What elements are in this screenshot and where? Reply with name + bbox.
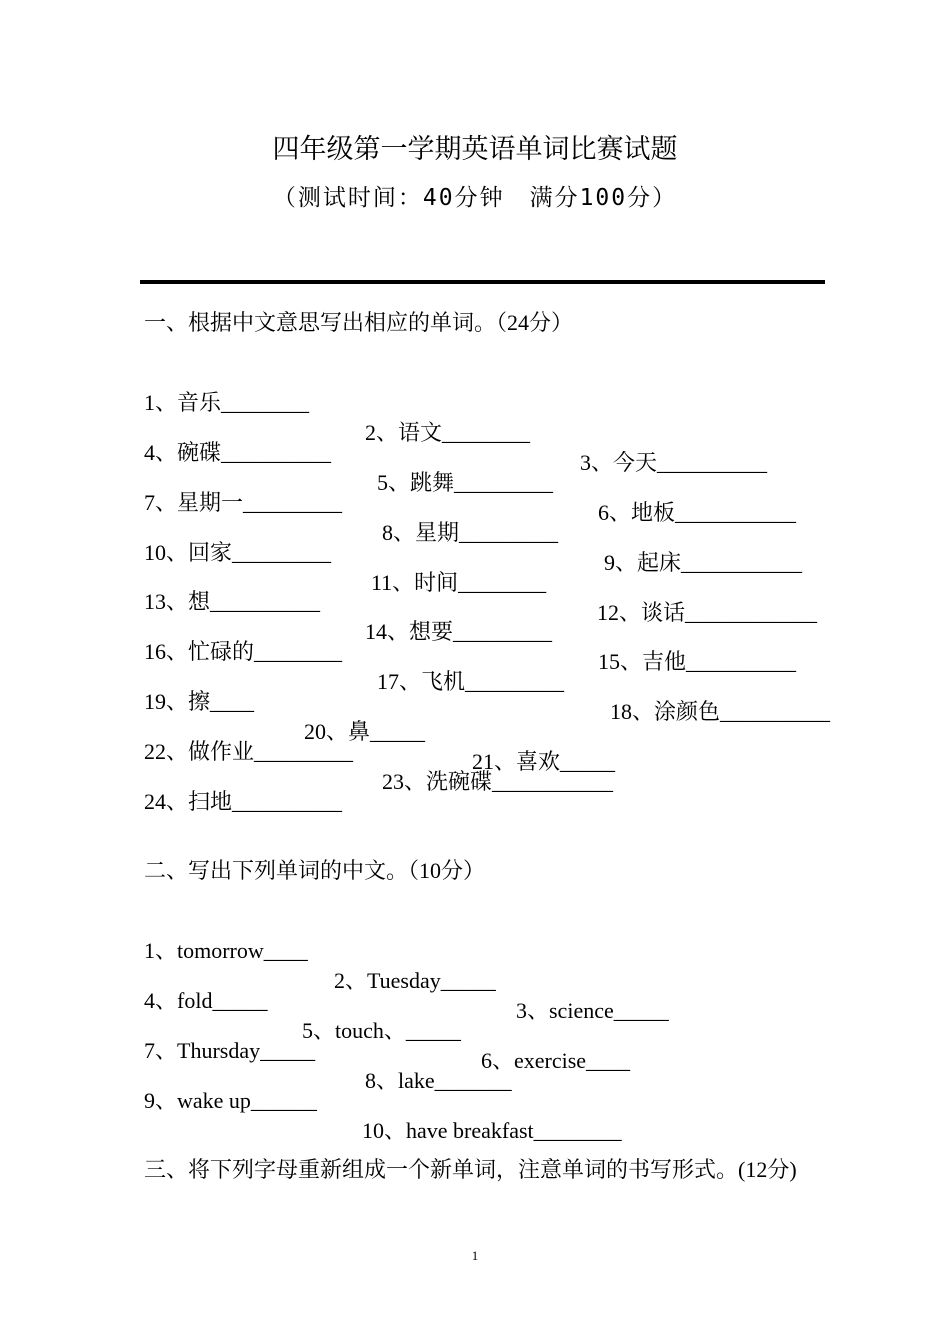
question-item: 21、喜欢_____ — [472, 749, 616, 774]
question-item: 17、飞机_________ — [377, 669, 565, 694]
page-title: 四年级第一学期英语单词比赛试题 — [272, 134, 678, 165]
section1-row — [144, 757, 343, 847]
question-item: 9、wake up______ — [144, 1088, 317, 1113]
section2-heading: 二、写出下列单词的中文。（10分） — [144, 858, 486, 883]
question-item: 12、谈话____________ — [597, 600, 818, 625]
question-item: 18、涂颜色__________ — [610, 699, 831, 724]
question-item: 7、Thursday_____ — [144, 1038, 316, 1063]
question-item: 2、Tuesday_____ — [334, 968, 496, 993]
header-divider — [140, 280, 825, 284]
question-item: 2、语文________ — [365, 420, 531, 445]
question-item: 6、exercise____ — [481, 1048, 631, 1073]
section3-heading: 三、将下列字母重新组成一个新单词，注意单词的书写形式。(12分) — [144, 1157, 797, 1182]
question-item: 11、时间________ — [371, 570, 547, 595]
question-item: 13、想__________ — [144, 589, 321, 614]
question-item: 10、have breakfast________ — [362, 1118, 622, 1143]
question-item: 23、洗碗碟___________ — [382, 769, 614, 794]
page-number: 1 — [471, 1248, 479, 1263]
question-item: 20、鼻_____ — [304, 719, 426, 744]
question-item: 22、做作业_________ — [144, 739, 354, 764]
question-item: 5、跳舞_________ — [377, 470, 554, 495]
question-item: 1、音乐________ — [144, 390, 310, 415]
question-item: 4、碗碟__________ — [144, 440, 332, 465]
question-item: 8、星期_________ — [382, 520, 559, 545]
question-item: 24、扫地__________ — [144, 789, 343, 814]
question-item: 6、地板___________ — [598, 500, 797, 525]
question-item: 4、fold_____ — [144, 988, 268, 1013]
question-item: 5、touch、_____ — [302, 1018, 461, 1043]
page-subtitle: （测试时间：40分钟 满分100分） — [272, 185, 678, 211]
question-item: 8、lake_______ — [365, 1068, 512, 1093]
question-item: 19、擦____ — [144, 689, 255, 714]
question-item: 16、忙碌的________ — [144, 639, 343, 664]
section1-heading: 一、根据中文意思写出相应的单词。（24分） — [144, 310, 574, 335]
question-item: 7、星期一_________ — [144, 490, 343, 515]
question-item: 15、吉他__________ — [598, 649, 797, 674]
question-item: 10、回家_________ — [144, 540, 332, 565]
question-item: 14、想要_________ — [365, 619, 553, 644]
question-item: 1、tomorrow____ — [144, 938, 308, 963]
question-item: 3、science_____ — [516, 998, 669, 1023]
question-item: 3、今天__________ — [580, 450, 768, 475]
question-item: 9、起床___________ — [604, 550, 803, 575]
